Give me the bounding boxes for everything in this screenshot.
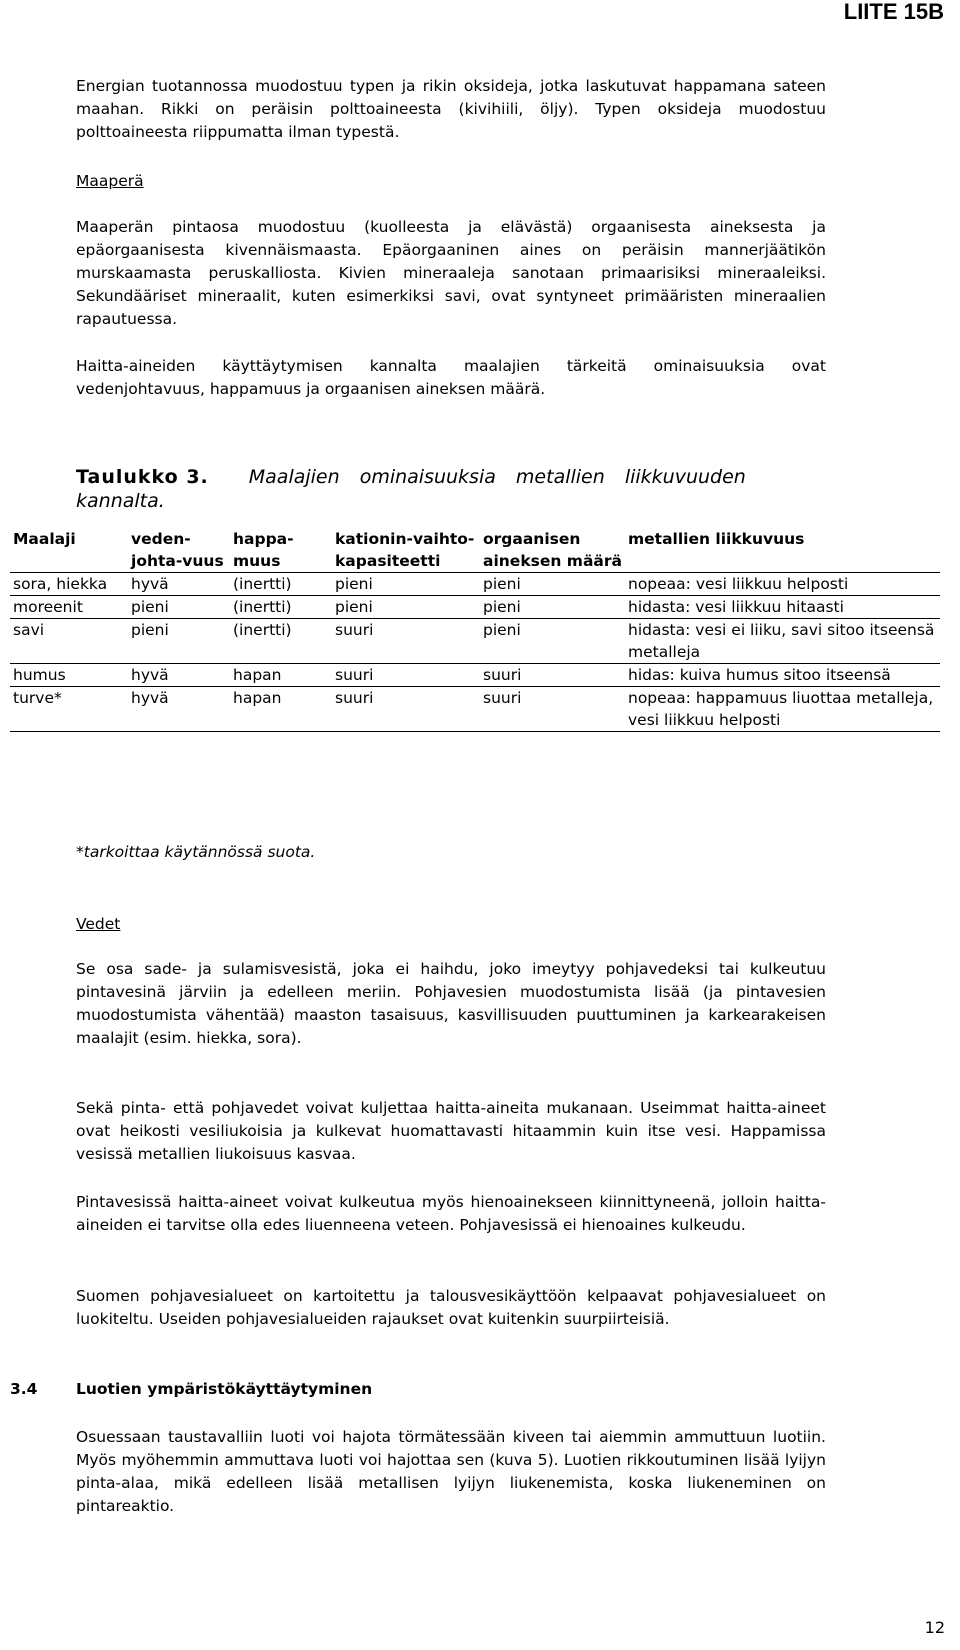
table-cell: (inertti): [233, 575, 292, 593]
section-paragraph: Osuessaan taustavalliin luoti voi hajota törmätessään kiveen tai aiemmin ammuttuun luotiin. Myös myöhemmin ammuttava luoti voi hajottaa sen (kuva 5). Luotien rikkoutuminen lisää lyijyn pinta-alaa, mikä edelleen lisää metallisen lyijyn liukenemista, koska liukeneminen on pintareaktio.: [76, 1428, 826, 1515]
table-cell: suuri: [483, 666, 522, 684]
table-caption-text: Maalajien ominaisuuksia metallien liikkuvuuden kannalta.: [76, 466, 746, 512]
header-cell: orgaanisen aineksen määrä: [483, 530, 622, 570]
table-cell: hyvä: [131, 575, 169, 593]
intro-paragraph: Energian tuotannossa muodostuu typen ja rikin oksideja, jotka laskutuvat happamana sateen maahan. Rikki on peräisin polttoaineesta (kivihiili, öljy). Typen oksideja muodostuu polttoaineesta riippumatta ilman typestä.: [76, 77, 826, 141]
table-cell: hidas: kuiva humus sitoo itseensä: [628, 666, 891, 684]
vedet-paragraph-2: Sekä pinta- että pohjavedet voivat kuljettaa haitta-aineita mukanaan. Useimmat haitta-aineet ovat heikosti vesiliukoisia ja kulkevat huomattavasti hitaammin kuin itse vesi. Happamissa vesissä metallien liukoisuus kasvaa.: [76, 1099, 826, 1163]
table-cell: pieni: [483, 621, 521, 639]
soil-properties-table: [10, 528, 940, 732]
table-header-row: [10, 528, 940, 573]
page-number: 12: [924, 1618, 945, 1637]
table-cell: hidasta: vesi ei liiku, savi sitoo itseensä metalleja: [628, 621, 935, 661]
table-row: [10, 687, 940, 732]
table-cell: hyvä: [131, 666, 169, 684]
table-caption: [76, 465, 826, 513]
table-cell: hapan: [233, 689, 282, 707]
table-cell: humus: [13, 666, 66, 684]
table-caption-label: Taulukko 3.: [76, 466, 209, 488]
table-cell: pieni: [483, 598, 521, 616]
vedet-paragraph-3: Pintavesissä haitta-aineet voivat kulkeutua myös hienoainekseen kiinnittyneenä, jolloin haitta-aineiden ei tarvitse olla edes liuenneena veteen. Pohjavesissä ei hienoaines kulkeudu.: [76, 1193, 826, 1234]
table-cell: hapan: [233, 666, 282, 684]
vedet-paragraph-1: Se osa sade- ja sulamisvesistä, joka ei haihdu, joko imeytyy pohjavedeksi tai kulkeutuu pintavesinä järviin ja edelleen meriin. Pohjavesien muodostumista lisää (ja pintavesien muodostumista vähentää) maaston tasaisuus, kasvillisuuden puuttuminen ja karkearakeisen maalajit (esim. hiekka, sora).: [76, 960, 826, 1047]
table-cell: nopeaa: vesi liikkuu helposti: [628, 575, 849, 593]
table-cell: pieni: [335, 598, 373, 616]
table-cell: pieni: [131, 621, 169, 639]
section-number: 3.4: [10, 1380, 38, 1398]
maapera-paragraph-1: Maaperän pintaosa muodostuu (kuolleesta ja elävästä) orgaanisesta aineksesta ja epäorgaanisesta kivennäismaasta. Epäorgaaninen aines on peräisin mannerjäätikön murskaamasta peruskalliosta. Kivien mineraaleja sanotaan primaarisiksi mineraaleiksi. Sekundääriset mineraalit, kuten esimerkiksi savi, ovat syntyneet primääristen mineraalien rapautuessa.: [76, 218, 826, 328]
header-cell: metallien liikkuvuus: [628, 530, 805, 548]
table-cell: suuri: [335, 666, 374, 684]
table-footnote: *tarkoittaa käytännössä suota.: [76, 843, 316, 861]
header-cell: kationin-vaihto-kapasiteetti: [335, 530, 475, 570]
table-cell: suuri: [335, 621, 374, 639]
section-title: Luotien ympäristökäyttäytyminen: [76, 1380, 373, 1398]
maapera-heading: Maaperä: [76, 172, 144, 190]
table-cell: pieni: [131, 598, 169, 616]
table-cell: (inertti): [233, 621, 292, 639]
table-cell: hidasta: vesi liikkuu hitaasti: [628, 598, 844, 616]
table-cell: nopeaa: happamuus liuottaa metalleja, vesi liikkuu helposti: [628, 689, 934, 729]
header-cell: happa-muus: [233, 530, 294, 570]
table-cell: (inertti): [233, 598, 292, 616]
table-cell: sora, hiekka: [13, 575, 108, 593]
table-row: [10, 619, 940, 664]
table-cell: suuri: [335, 689, 374, 707]
table-cell: pieni: [483, 575, 521, 593]
table-cell: suuri: [483, 689, 522, 707]
table-row: [10, 596, 940, 619]
table-cell: turve*: [13, 689, 62, 707]
vedet-paragraph-4: Suomen pohjavesialueet on kartoitettu ja talousvesikäyttöön kelpaavat pohjavesialueet on luokiteltu. Useiden pohjavesialueiden rajaukset ovat kuitenkin suurpiirteisiä.: [76, 1287, 826, 1328]
table-row: [10, 664, 940, 687]
appendix-label: LIITE 15B: [843, 0, 944, 24]
maapera-paragraph-2: Haitta-aineiden käyttäytymisen kannalta maalajien tärkeitä ominaisuuksia ovat vedenjohtavuus, happamuus ja orgaanisen aineksen määrä.: [76, 357, 826, 398]
table-cell: moreenit: [13, 598, 83, 616]
table-row: [10, 573, 940, 596]
header-cell: veden-johta-vuus: [131, 530, 224, 570]
table-cell: savi: [13, 621, 45, 639]
table-cell: pieni: [335, 575, 373, 593]
header-cell: Maalaji: [13, 530, 76, 548]
table-cell: hyvä: [131, 689, 169, 707]
vedet-heading: Vedet: [76, 915, 121, 933]
